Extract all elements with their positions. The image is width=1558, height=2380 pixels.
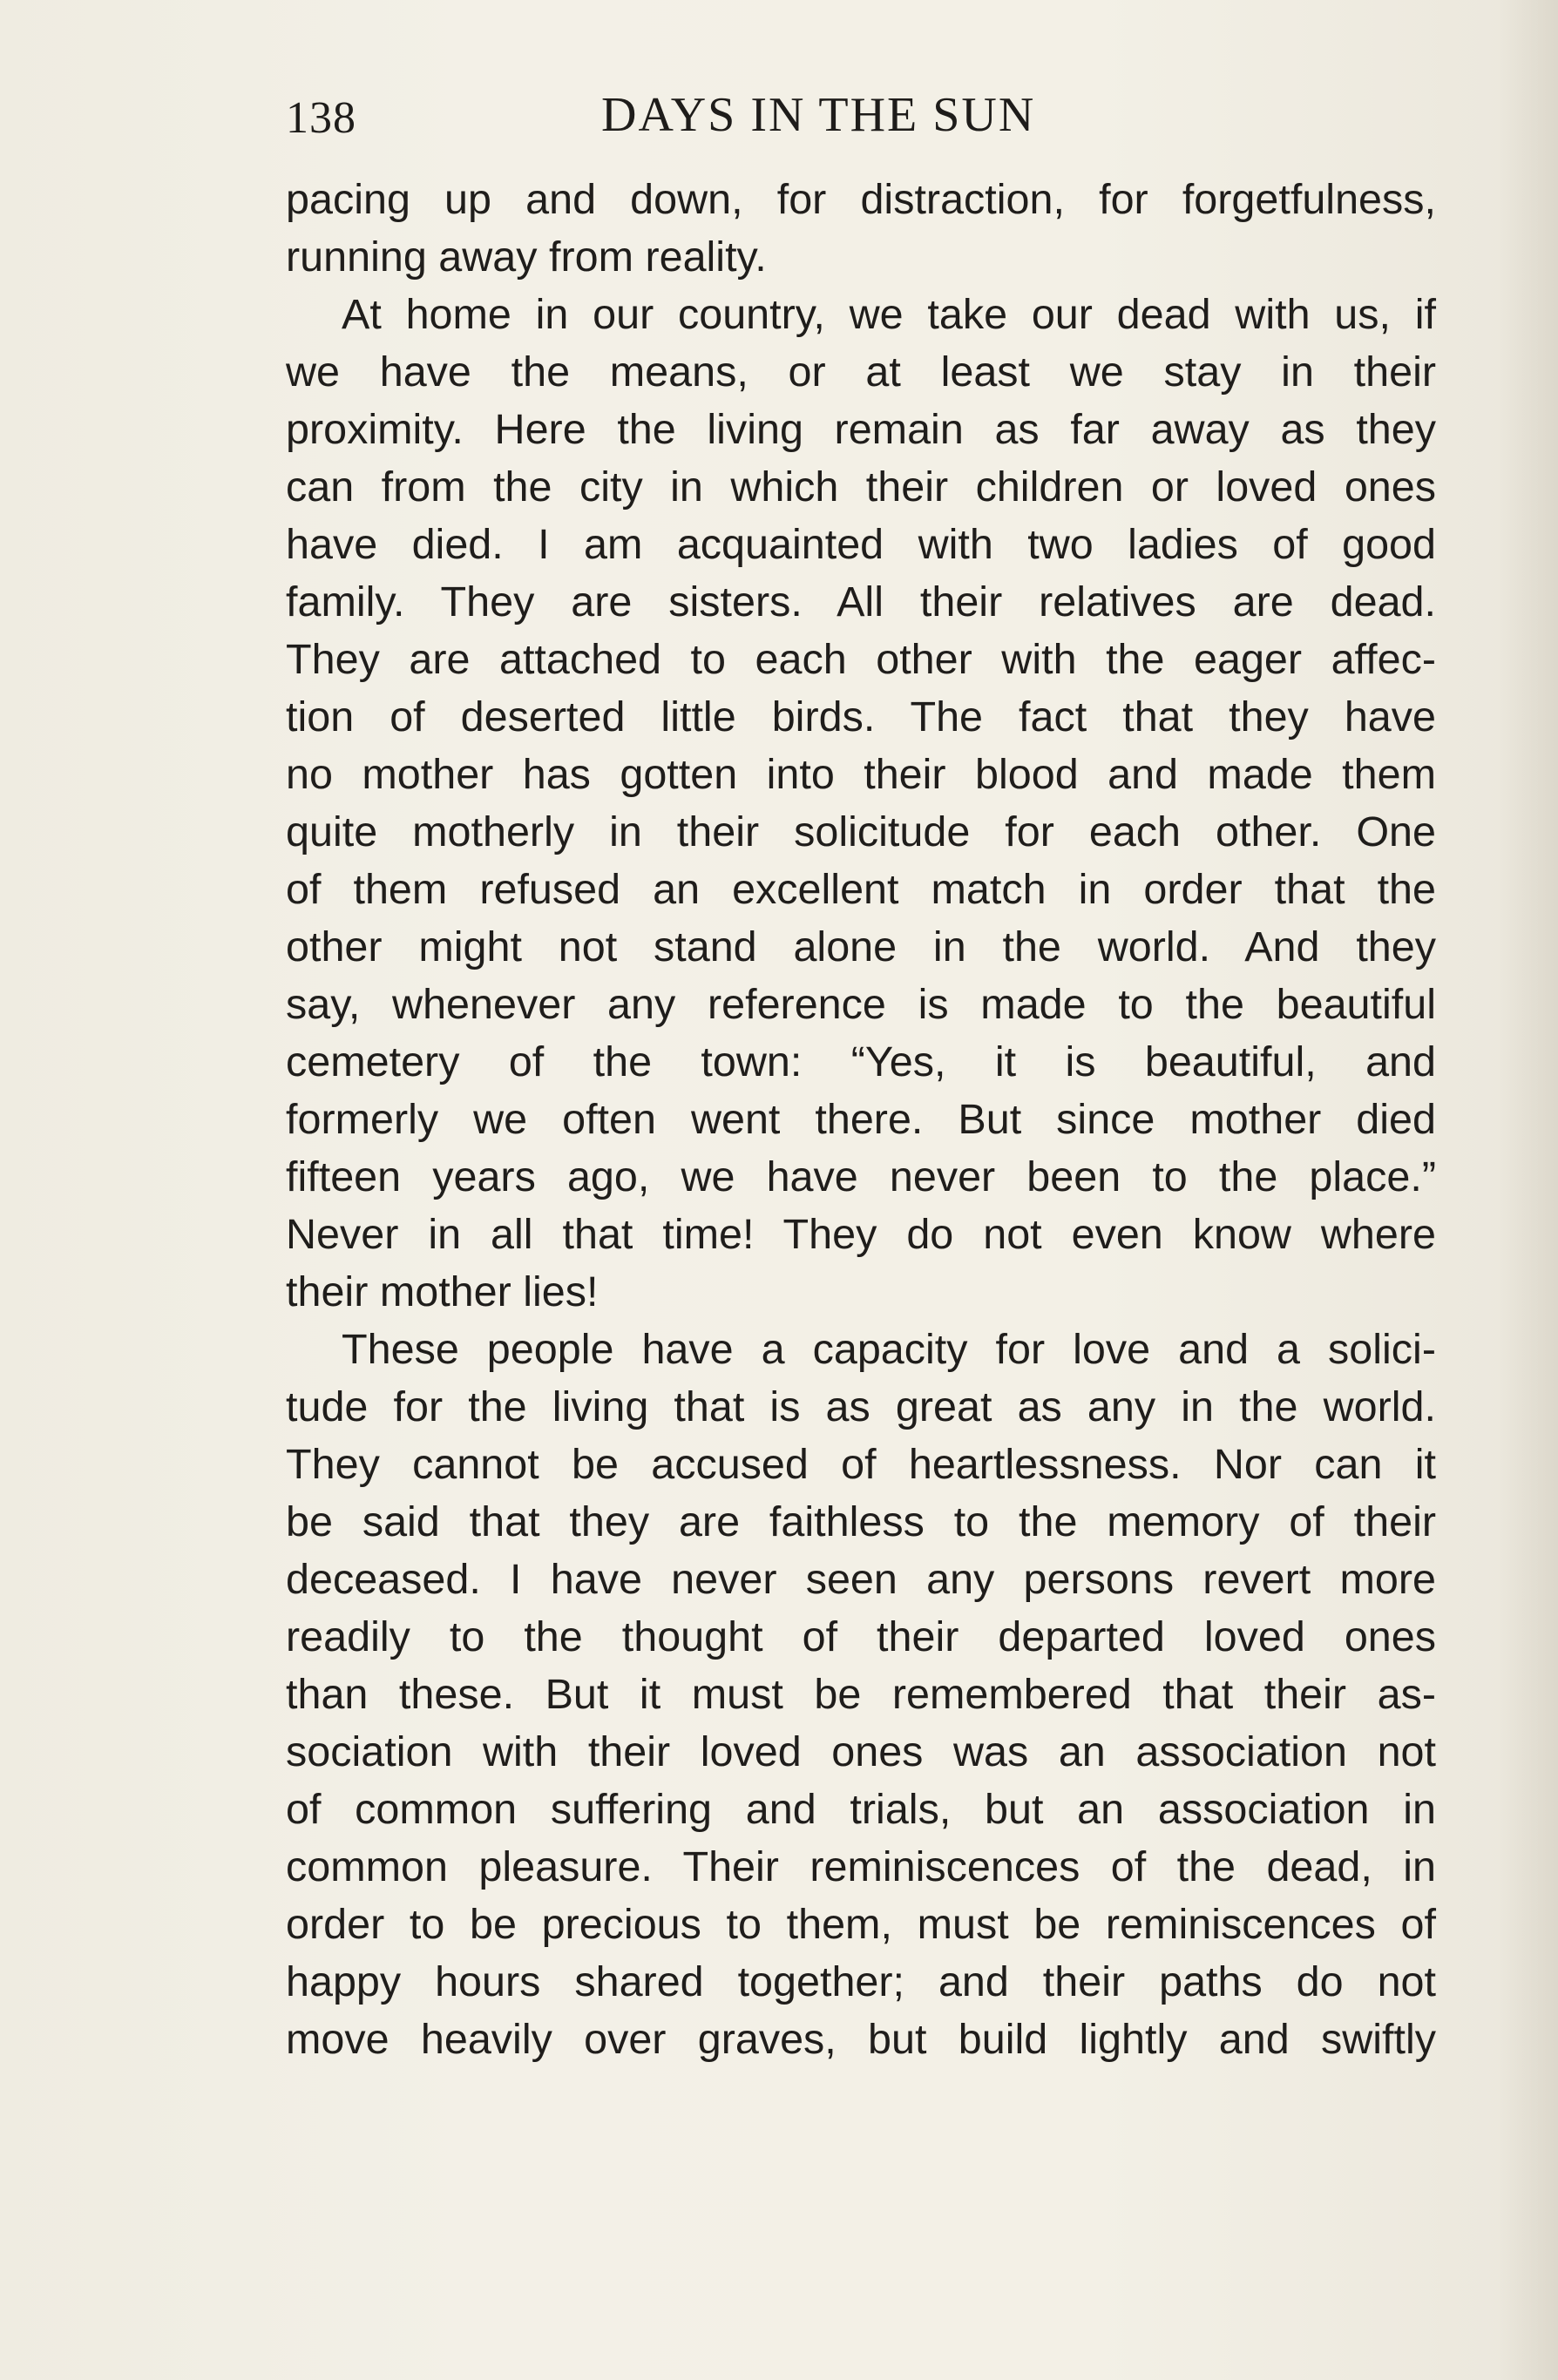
text-line: family. They are sisters. All their relatives are dead. <box>286 578 1436 625</box>
text-line: sociation with their loved ones was an association not <box>286 1728 1436 1775</box>
text-line: fifteen years ago, we have never been to the place.” <box>286 1153 1436 1200</box>
text-line: deceased. I have never seen any persons revert more <box>286 1556 1436 1603</box>
text-line: running away from reality. <box>286 233 767 281</box>
text-line: They cannot be accused of heartlessness. Nor can it <box>286 1441 1436 1488</box>
text-line: order to be precious to them, must be reminiscences of <box>286 1901 1436 1948</box>
page-number: 138 <box>286 93 356 143</box>
text-line: no mother has gotten into their blood and made them <box>286 751 1436 798</box>
text-line: cemetery of the town: “Yes, it is beautiful, and <box>286 1038 1436 1085</box>
text-line: be said that they are faithless to the memory of their <box>286 1498 1436 1545</box>
text-line: have died. I am acquainted with two ladies of good <box>286 521 1436 568</box>
body-text <box>286 171 1436 2068</box>
text-line: common pleasure. Their reminiscences of the dead, in <box>286 1843 1436 1890</box>
text-line: tion of deserted little birds. The fact that they have <box>286 693 1436 740</box>
text-line: their mother lies! <box>286 1268 599 1315</box>
running-title: DAYS IN THE SUN <box>601 88 1036 142</box>
text-line: say, whenever any reference is made to the beautiful <box>286 981 1436 1028</box>
text-line: than these. But it must be remembered that their as- <box>286 1671 1436 1718</box>
paragraph-start-line: At home in our country, we take our dead with us, if <box>342 291 1436 338</box>
text-line: move heavily over graves, but build lightly and swiftly <box>286 2016 1436 2063</box>
text-line: They are attached to each other with the eager affec- <box>286 636 1436 683</box>
text-line: readily to the thought of their departed loved ones <box>286 1613 1436 1660</box>
text-line: tude for the living that is as great as any in the world. <box>286 1383 1436 1430</box>
text-line: proximity. Here the living remain as far away as they <box>286 406 1436 453</box>
text-line: quite motherly in their solicitude for each other. One <box>286 808 1436 855</box>
text-line: pacing up and down, for distraction, for forgetfulness, <box>286 176 1436 223</box>
text-line: of them refused an excellent match in order that the <box>286 866 1436 913</box>
text-line: other might not stand alone in the world. And they <box>286 923 1436 970</box>
page-header <box>286 87 1436 148</box>
text-line: of common suffering and trials, but an association in <box>286 1786 1436 1833</box>
text-line: happy hours shared together; and their paths do not <box>286 1958 1436 2005</box>
text-line: can from the city in which their children or loved ones <box>286 463 1436 510</box>
text-line: we have the means, or at least we stay in their <box>286 348 1436 396</box>
paragraph-start-line: These people have a capacity for love and a solici- <box>342 1326 1436 1373</box>
text-line: formerly we often went there. But since mother died <box>286 1096 1436 1143</box>
text-line: Never in all that time! They do not even know where <box>286 1211 1436 1258</box>
